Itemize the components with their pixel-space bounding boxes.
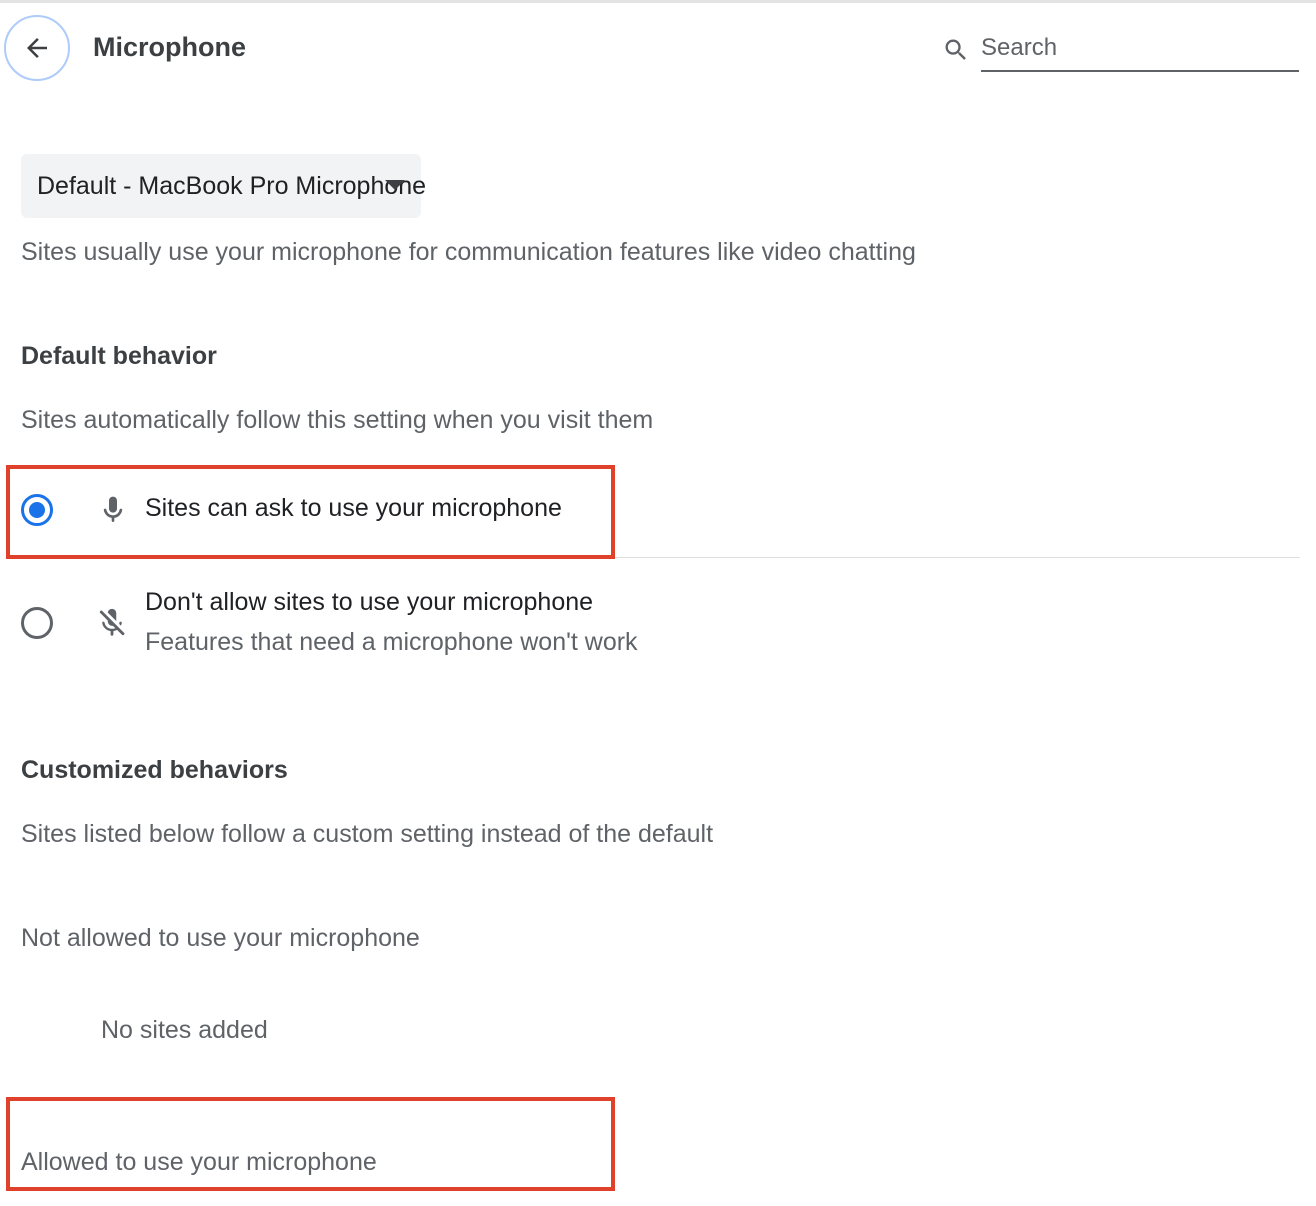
default-behavior-subtitle: Sites automatically follow this setting when you visit them [21, 406, 654, 434]
page-title: Microphone [93, 32, 246, 62]
microphone-device-select[interactable] [21, 154, 427, 218]
customized-behaviors-heading: Customized behaviors [21, 756, 288, 784]
search-input[interactable] [981, 26, 1299, 72]
highlight-box-ask-option [6, 465, 615, 559]
arrow-back-icon [22, 33, 52, 63]
microphone-description: Sites usually use your microphone for communication features like video chatting [21, 238, 916, 266]
back-button[interactable] [4, 15, 70, 81]
radio-dont-allow[interactable] [21, 607, 53, 639]
device-select-value: Default - MacBook Pro Microphone [37, 171, 427, 200]
customized-behaviors-subtitle: Sites listed below follow a custom setting instead of the default [21, 820, 714, 848]
option-dont-allow-sublabel: Features that need a microphone won't work [145, 628, 638, 656]
highlight-box-allowed [6, 1097, 615, 1191]
search-icon [942, 36, 970, 64]
dropdown-arrow-icon [385, 180, 405, 190]
not-allowed-heading: Not allowed to use your microphone [21, 924, 420, 952]
option-ask-label[interactable]: Sites can ask to use your microphone [145, 494, 562, 522]
default-behavior-heading: Default behavior [21, 342, 217, 370]
microphone-off-icon [95, 605, 129, 641]
top-divider [0, 0, 1316, 3]
option-dont-allow-label[interactable]: Don't allow sites to use your microphone [145, 588, 594, 616]
allowed-heading: Allowed to use your microphone [21, 1148, 377, 1176]
no-sites-added-text: No sites added [101, 1016, 268, 1044]
